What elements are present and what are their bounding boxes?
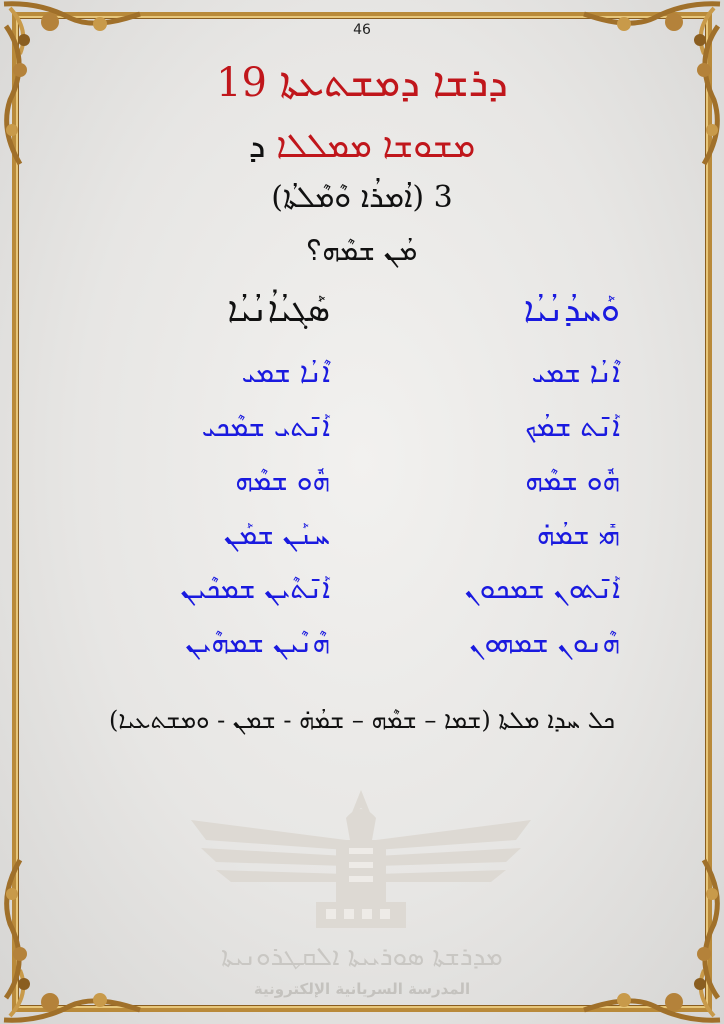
list-item: ܗܶܢܶܝܢ ܫܡܗܶܝܢ bbox=[185, 626, 330, 659]
plural-header: ܣܰܓܝܳܐܳܢܳܝܳܐ bbox=[227, 290, 330, 330]
vocabulary-note: ܟܠ ܚܕܐ ܡܠܬܐ (ܫܡܐ – ܫܡܶܗ – ܫܡܳܗ̇ - ܫܡܢ - ܘܡܫܬܥܝܐ) bbox=[109, 706, 615, 734]
lesson-subtitle bbox=[0, 126, 724, 166]
list-item: ܐܶܢܳܐ ܫܡܝ bbox=[241, 356, 330, 389]
list-item: ܗܽܘ ܫܡܶܗ bbox=[525, 464, 620, 497]
list-item: ܐܰܢ̄ܬ ܫܡܳܟ bbox=[525, 410, 620, 443]
school-emblem-icon bbox=[186, 770, 536, 940]
lesson-title: ܕܪܫܐ ܕܡܫܬܥܬܐ 19 bbox=[216, 60, 508, 106]
page-number: 46 bbox=[353, 22, 371, 38]
list-item: ܚܢܰܢ ܫܡܰܢ bbox=[223, 518, 330, 551]
lesson-part: (ܐܳܡܪܳܐ ܘܶܡܶܠܬܳܐ) 3 bbox=[271, 180, 453, 215]
subtitle-word: ܡܫܘܫܐ ܡܡܠܠܐ bbox=[276, 126, 476, 166]
plural-column bbox=[100, 290, 330, 670]
list-item: ܐܰܢ̄ܬܘܢ ܫܡܟܘܢ bbox=[464, 572, 620, 605]
school-name-arabic: المدرسة السريانية الإلكترونية bbox=[253, 980, 471, 998]
school-name-syriac: ܡܕܪܫܬܐ ܣܘܪܝܝܬܐ ܐܠܩܛܪܘܢܝܬܐ bbox=[221, 942, 503, 972]
list-item: ܗܽܘ ܫܡܶܗ bbox=[235, 464, 330, 497]
list-item: ܐܰܢ̄ܬܶܝܢ ܫܡܟܶܝܢ bbox=[180, 572, 330, 605]
list-item: ܐܰܢ̄ܬܝ ܫܡܶܟܝ bbox=[201, 410, 330, 443]
pronoun-table bbox=[100, 290, 620, 670]
singular-column bbox=[390, 290, 620, 670]
singular-header: ܘܰܚܕܳܢܳܝܳܐ bbox=[523, 290, 620, 330]
list-item: ܐܶܢܳܐ ܫܡܝ bbox=[531, 356, 620, 389]
list-item: ܗܶܢܘܢ ܫܡܗܘܢ bbox=[469, 626, 620, 659]
question-heading: ܡܳܢ ܫܡܶܗ؟ bbox=[306, 234, 418, 267]
list-item: ܗܺܝ ܫܡܳܗ̇ bbox=[536, 518, 620, 551]
subtitle-letter: ܕ bbox=[248, 126, 266, 166]
